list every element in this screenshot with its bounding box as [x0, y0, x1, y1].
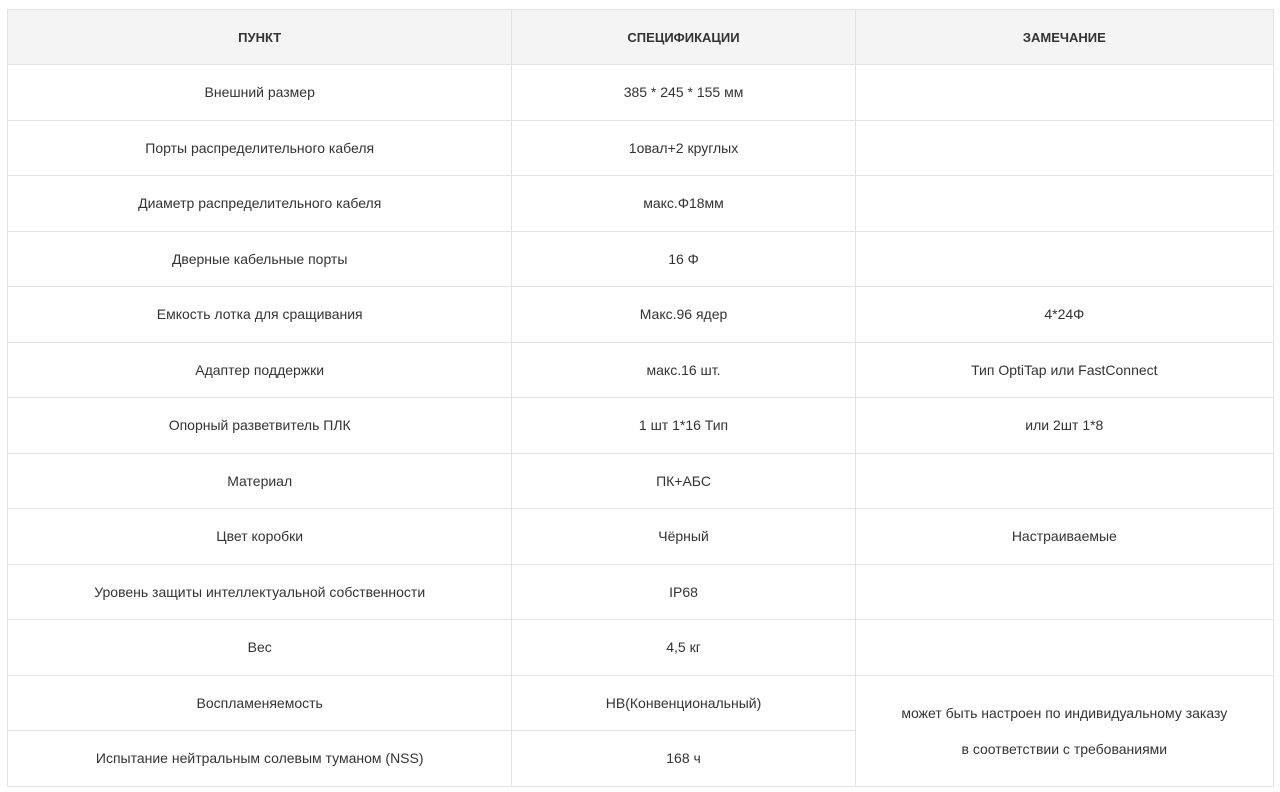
header-spec: СПЕЦИФИКАЦИИ: [512, 10, 855, 65]
cell-note: [855, 176, 1273, 232]
cell-note-merged: [855, 675, 1273, 786]
cell-spec: макс.Φ18мм: [512, 176, 855, 232]
cell-item: Уровень защиты интеллектуальной собственности: [8, 564, 512, 620]
cell-note: [855, 564, 1273, 620]
table-row: [8, 287, 1274, 343]
table-row: [8, 120, 1274, 176]
table-row: [8, 231, 1274, 287]
table-row: [8, 564, 1274, 620]
cell-spec: 16 Φ: [512, 231, 855, 287]
cell-spec: 1 шт 1*16 Тип: [512, 398, 855, 454]
cell-item: Диаметр распределительного кабеля: [8, 176, 512, 232]
merged-note-line-1: может быть настроен по индивидуальному заказу: [901, 704, 1228, 721]
table-row: [8, 176, 1274, 232]
spec-table: [7, 9, 1274, 787]
header-item: ПУНКТ: [8, 10, 512, 65]
table-header-row: [8, 10, 1274, 65]
cell-item: Емкость лотка для сращивания: [8, 287, 512, 343]
cell-spec: 1овал+2 круглых: [512, 120, 855, 176]
cell-note: [855, 65, 1273, 121]
cell-spec: Чёрный: [512, 509, 855, 565]
header-note: ЗАМЕЧАНИЕ: [855, 10, 1273, 65]
cell-note: или 2шт 1*8: [855, 398, 1273, 454]
cell-spec: ПК+АБС: [512, 453, 855, 509]
table-row: [8, 453, 1274, 509]
table-row: [8, 398, 1274, 454]
cell-item: Дверные кабельные порты: [8, 231, 512, 287]
cell-spec: IP68: [512, 564, 855, 620]
cell-spec: 168 ч: [512, 731, 855, 787]
spec-table-container: [7, 9, 1274, 787]
cell-item: Опорный разветвитель ПЛК: [8, 398, 512, 454]
cell-note: [855, 620, 1273, 676]
table-row: [8, 342, 1274, 398]
cell-note: Настраиваемые: [855, 509, 1273, 565]
cell-item: Материал: [8, 453, 512, 509]
cell-note: 4*24Φ: [855, 287, 1273, 343]
table-row: [8, 675, 1274, 731]
cell-item: Испытание нейтральным солевым туманом (NSS): [8, 731, 512, 787]
table-row: [8, 65, 1274, 121]
cell-note: Тип OptiTap или FastConnect: [855, 342, 1273, 398]
cell-note: [855, 120, 1273, 176]
cell-item: Внешний размер: [8, 65, 512, 121]
cell-item: Порты распределительного кабеля: [8, 120, 512, 176]
cell-item: Воспламеняемость: [8, 675, 512, 731]
merged-note-line-2: в соответствии с требованиями: [961, 740, 1168, 757]
cell-item: Цвет коробки: [8, 509, 512, 565]
cell-note: [855, 231, 1273, 287]
cell-item: Адаптер поддержки: [8, 342, 512, 398]
table-row: [8, 509, 1274, 565]
cell-spec: макс.16 шт.: [512, 342, 855, 398]
cell-spec: 4,5 кг: [512, 620, 855, 676]
cell-spec: HB(Конвенциональный): [512, 675, 855, 731]
cell-spec: 385 * 245 * 155 мм: [512, 65, 855, 121]
cell-spec: Макс.96 ядер: [512, 287, 855, 343]
cell-note: [855, 453, 1273, 509]
table-row: [8, 620, 1274, 676]
cell-item: Вес: [8, 620, 512, 676]
